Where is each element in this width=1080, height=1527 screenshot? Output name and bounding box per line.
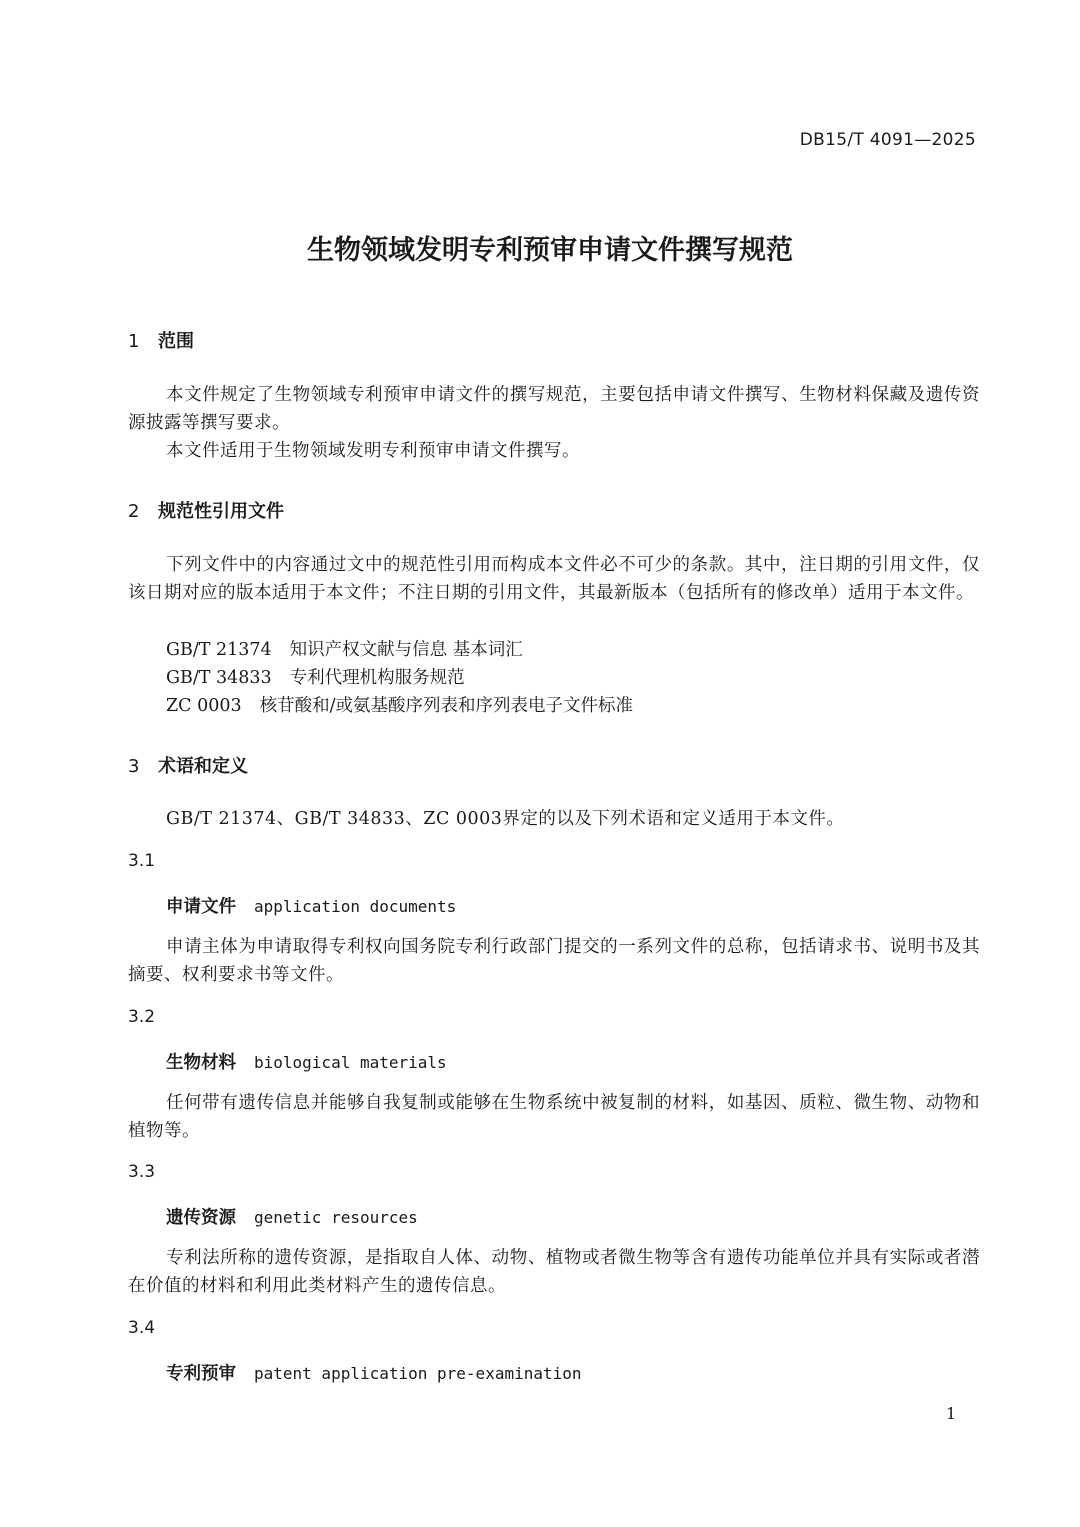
term-zh: 申请文件 [166, 897, 236, 917]
section-heading-normative-references [128, 497, 284, 523]
section-heading-scope [128, 327, 194, 353]
reference-code: GB/T 34833 [166, 668, 272, 688]
reference-code: ZC 0003 [166, 696, 242, 716]
section-heading-text: 范围 [158, 331, 194, 352]
reference-code: GB/T 21374 [166, 640, 272, 660]
term-en: application documents [254, 897, 457, 916]
terms-intro-paragraph: GB/T 21374、GB/T 34833、ZC 0003界定的以及下列术语和定义适用于本文件。 [166, 809, 845, 829]
scope-paragraph-1: 本文件规定了生物领域专利预审申请文件的撰写规范，主要包括申请文件撰写、生物材料保藏及遗传资源披露等撰写要求。 [128, 385, 980, 433]
references-intro-paragraph: 下列文件中的内容通过文中的规范性引用而构成本文件必不可少的条款。其中，注日期的引用文件，仅该日期对应的版本适用于本文件；不注日期的引用文件，其最新版本（包括所有的修改单）适用于本文件。 [128, 555, 980, 603]
term-entry [166, 1204, 418, 1229]
scope-paragraph-2: 本文件适用于生物领域发明专利预审申请文件撰写。 [166, 441, 580, 461]
section-heading-text: 规范性引用文件 [158, 501, 284, 522]
clause-number: 3.3 [128, 1162, 156, 1182]
term-zh: 专利预审 [166, 1364, 236, 1384]
term-zh: 遗传资源 [166, 1208, 236, 1228]
reference-title: 核苷酸和/或氨基酸序列表和序列表电子文件标准 [259, 696, 634, 716]
term-entry [166, 1360, 582, 1385]
section-number: 1 [128, 331, 140, 352]
clause-number: 3.1 [128, 851, 156, 871]
term-zh: 生物材料 [166, 1053, 236, 1073]
reference-title: 知识产权文献与信息 基本词汇 [289, 640, 523, 660]
page-number: 1 [946, 1404, 957, 1423]
term-en: biological materials [254, 1053, 447, 1072]
document-title: 生物领域发明专利预审申请文件撰写规范 [307, 235, 793, 266]
section-number: 2 [128, 501, 140, 522]
reference-title: 专利代理机构服务规范 [289, 668, 465, 688]
clause-number: 3.2 [128, 1007, 156, 1027]
reference-item [166, 636, 523, 664]
term-en: genetic resources [254, 1208, 418, 1227]
reference-item [166, 664, 465, 692]
clause-number: 3.4 [128, 1318, 156, 1338]
document-code: DB15/T 4091—2025 [799, 130, 976, 150]
term-entry [166, 893, 456, 918]
section-number: 3 [128, 756, 140, 777]
term-definition: 专利法所称的遗传资源，是指取自人体、动物、植物或者微生物等含有遗传功能单位并具有实际或者潜在价值的材料和利用此类材料产生的遗传信息。 [128, 1248, 980, 1296]
section-heading-text: 术语和定义 [158, 756, 248, 777]
term-entry [166, 1049, 447, 1074]
reference-item [166, 692, 633, 720]
section-heading-terms-definitions [128, 752, 248, 778]
term-definition: 申请主体为申请取得专利权向国务院专利行政部门提交的一系列文件的总称，包括请求书、说明书及其摘要、权利要求书等文件。 [128, 937, 980, 985]
term-en: patent application pre-examination [254, 1364, 582, 1383]
term-definition: 任何带有遗传信息并能够自我复制或能够在生物系统中被复制的材料，如基因、质粒、微生物、动物和植物等。 [128, 1093, 980, 1141]
